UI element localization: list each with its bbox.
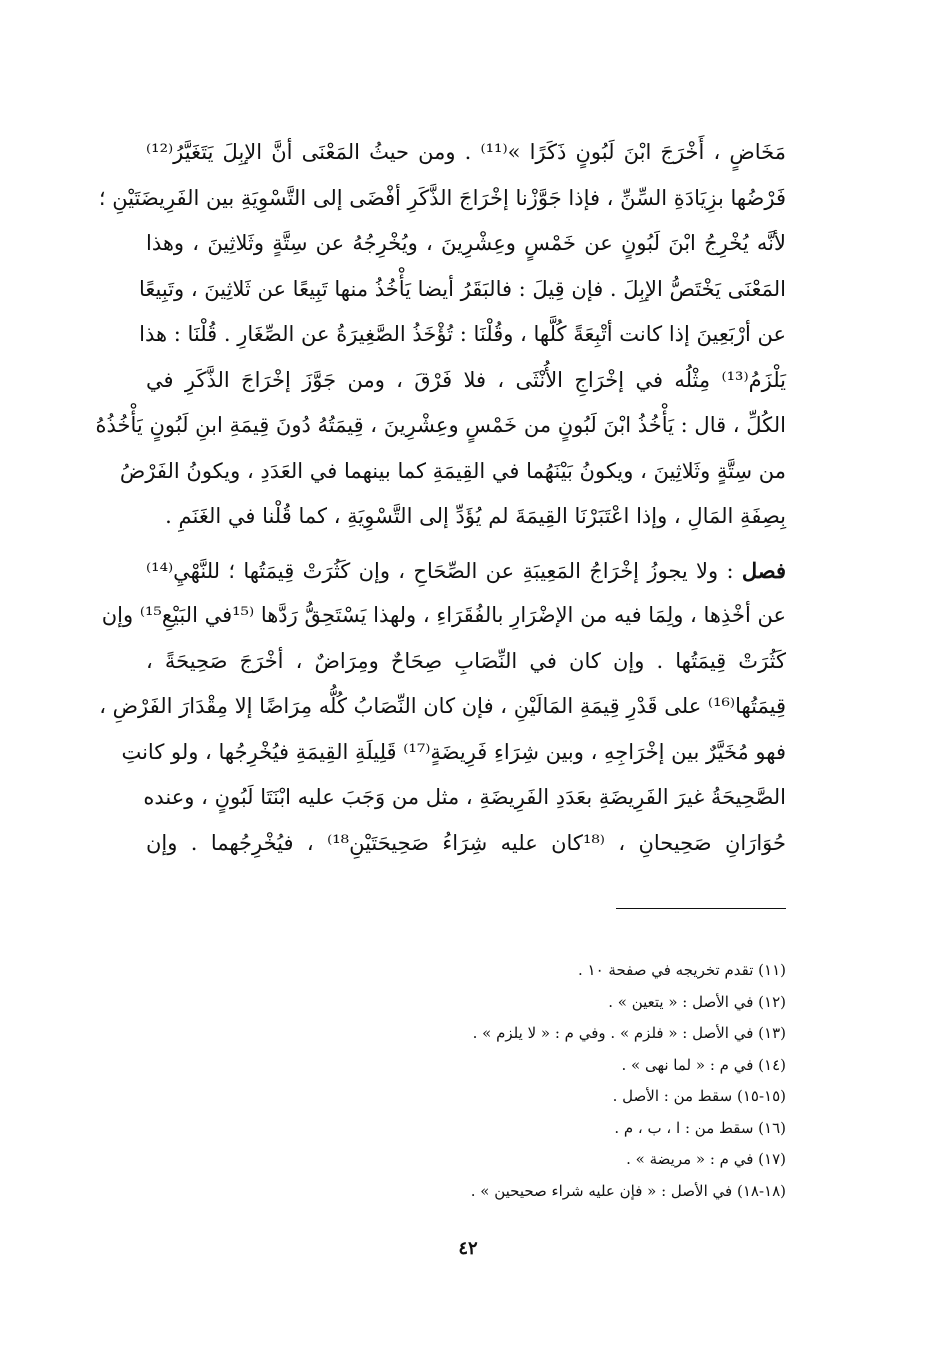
text-line: عن أخْذِها ، ولِمَا فيه من الإضْرَارِ بالفُقَرَاءِ ، ولهذا يَسْتَحِقُّ رَدَّها ⁽¹⁵في البَيْعِ¹⁵⁾ وإن <box>101 603 786 627</box>
text-line: مَخَاضٍ ، أَخْرَجَ ابْنَ لَبُونٍ ذَكَرًا »⁽¹¹⁾ . ومن حيثُ المَعْنَى أنَّ الإبِلَ يَتَغَيَّرُ⁽¹²⁾ <box>146 140 786 164</box>
text-line: حُوَارَانِ صَحِيحانِ ، ⁽¹⁸كان عليه شِرَاءُ صَحِيحَتَيْنِ¹⁸⁾ ، فيُخْرِجُهما . وإن <box>146 830 787 855</box>
footnote: (١٤) في م : « لما نهى » . <box>621 1055 786 1074</box>
text-line <box>146 548 786 594</box>
footnote: (١٨-١٨) في الأصل : « فإن عليه شراء صحيحين » . <box>470 1181 786 1200</box>
footnote: (١٧) في م : « مريضة » . <box>626 1150 786 1168</box>
text-line: لأنَّه يُخْرِجُ ابْنَ لَبُونٍ عن خَمْسٍ وعِشْرِينَ ، ويُخْرِجُهُ عن سِتَّةٍ وثَلاثِينَ ، وهذا <box>146 231 786 255</box>
text-line-rest: : ولا يجوزُ إخْرَاجُ المَعِيبَةِ عن الصِّحَاحِ ، وإن كَثُرَتْ قِيمَتُها ؛ للنَّهْيِ⁽¹⁴⁾ <box>146 558 742 583</box>
text-line: عن أرْبَعِينَ إذا كانت أتْبِعَةً كُلَّها ، وقُلْنَا : تُؤْخَذُ الصَّغِيرَةُ عن الصِّغَارِ . قُلْنَا : هذا <box>139 322 786 346</box>
text-line: فهو مُخَيَّرٌ بين إخْرَاجِهِ ، وبين شِرَاءِ فَرِيضَةٍ⁽¹⁷⁾ قَلِيلَةِ القِيمَةِ فيُخْرِجُها ، ولو كانتِ <box>121 739 786 764</box>
text-line: قِيمَتُها⁽¹⁶⁾ على قَدْرِ قِيمَةِ المَالَيْنِ ، فإن كان النِّصَابُ كُلُّه مِرَاضًا إلا مِقْدَارَ الفَرْضِ ، <box>99 694 786 718</box>
text-line: الصَّحِيحَةُ غيرَ الفَرِيضَةِ بعَدَدِ الفَرِيضَةِ ، مثل من وَجَبَ عليه ابْنَتَا لَبُونٍ ، وعنده <box>143 785 786 809</box>
page-number: ٤٢ <box>458 1238 478 1259</box>
text-line: فَرْضُها بزِيَادَةِ السِّنِّ ، فإذا جَوَّزْنا إخْرَاجَ الذَّكَرِ أفْضَى إلى التَّسْوِيَةِ بين الفَرِيضَتَيْنِ ؛ <box>98 185 786 210</box>
text-line: كَثُرَتْ قِيمَتُها . وإن كان في النِّصَابِ صِحَاحٌ ومِرَاضٌ ، أخْرَجَ صَحِيحَةً ، <box>146 648 786 673</box>
text-line: من سِتَّةٍ وثَلاثِينَ ، ويكونُ بَيْنَهُما في القِيمَةِ كما بينهما في العَدَدِ ، ويكونُ الفَرْضُ <box>119 458 786 483</box>
footnote-separator <box>616 908 786 909</box>
text-line: بِصِفَةِ المَالِ ، وإذا اعْتَبَرْنَا القِيمَةَ لم يُؤَدِّ إلى التَّسْوِيَةِ ، كما قُلْنا في الغَنَمِ . <box>165 504 786 528</box>
text-line: المَعْنَى يَخْتَصُّ الإبِلَ . فإن قِيلَ : فالبَقَرُ أيضا يَأْخُذُ منها تَبِيعًا عن ثَلاثِينَ ، وتَبِيعًا <box>138 276 786 301</box>
footnote: (١٢) في الأصل : « يتعين » . <box>608 992 786 1011</box>
footnote: (١٥-١٥) سقط من : الأصل . <box>612 1087 786 1105</box>
section-heading-word: فصل <box>741 557 786 583</box>
text-line: يَلْزَمُ⁽¹³⁾ مِثْلُه في إخْرَاجِ الأُنْثَى ، فلا فَرْقَ ، ومن جَوَّزَ إخْرَاجَ الذَّكَرِ في <box>146 367 786 392</box>
footnote: (١٦) سقط من : ا ، ب ، م . <box>614 1118 786 1137</box>
footnote: (١١) تقدم تخريجه في صفحة ١٠ . <box>577 961 786 979</box>
footnote: (١٣) في الأصل : « فلزم » . وفي م : « لا يلزم » . <box>472 1024 786 1042</box>
text-line: الكُلِّ ، قال : يَأْخُذُ ابْنَ لَبُونٍ من خَمْسٍ وعِشْرِينَ ، قِيمَتُهُ دُونَ قِيمَةِ ابنِ لَبُونٍ يَأْخُذُهُ <box>95 413 786 437</box>
footnotes <box>146 955 786 1207</box>
paragraph-gap <box>146 540 786 548</box>
main-text <box>95 130 787 866</box>
